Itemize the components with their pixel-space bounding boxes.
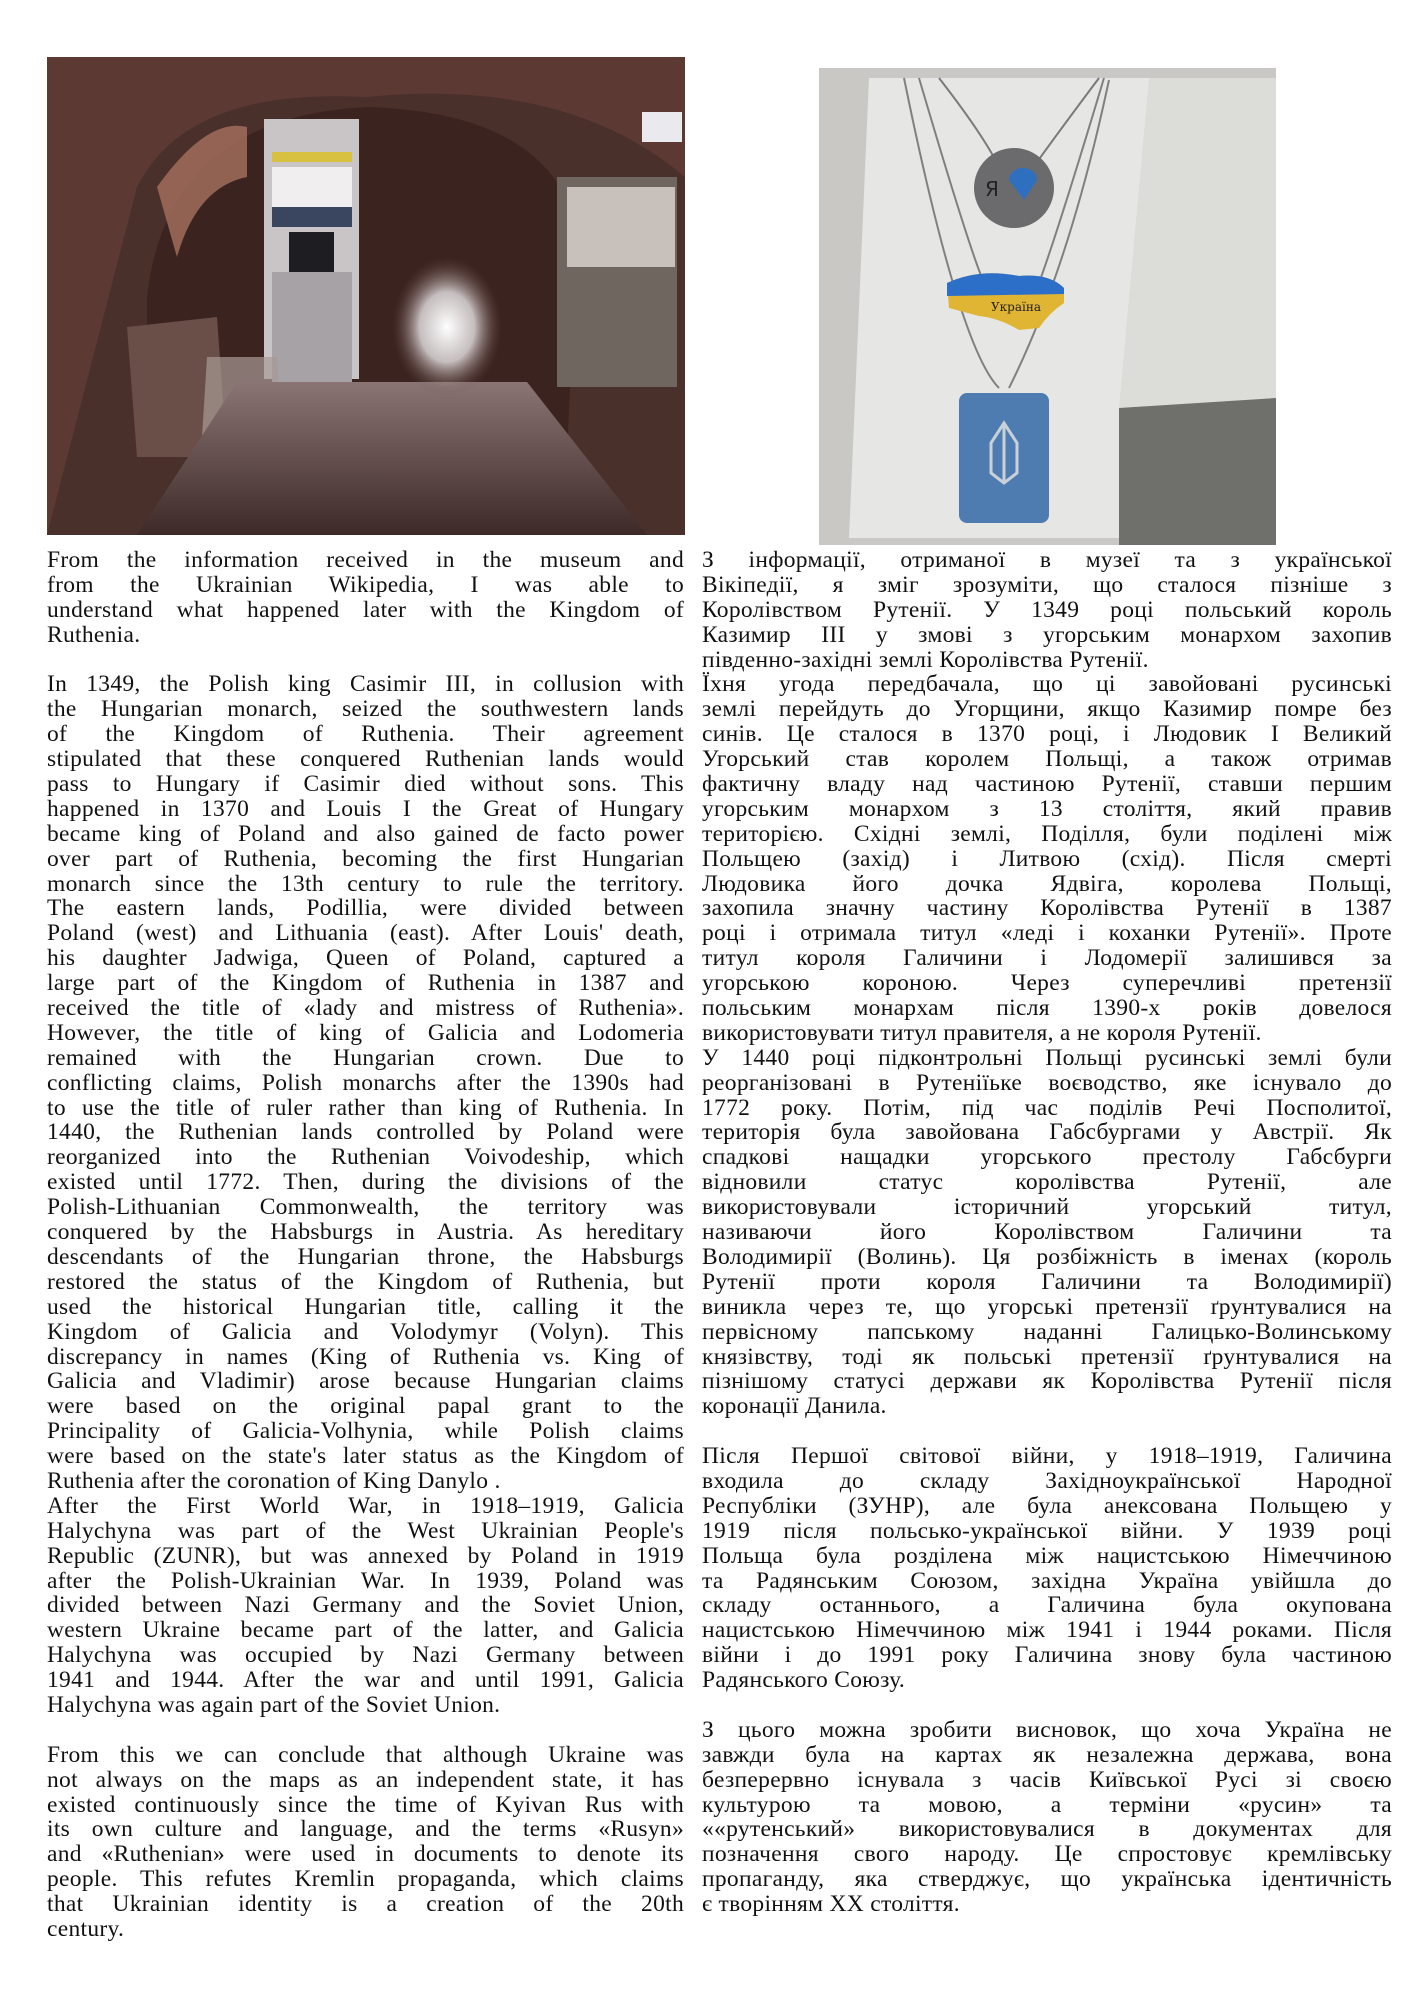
text-line: захопила значну частину Королівства Рутенії в 1387 (702, 895, 1392, 922)
text-line: землі перейдуть до Угорщини, якщо Казимир помре без (702, 696, 1392, 723)
text-line: році і отримала титул «леді і коханки Рутенії». Проте (702, 920, 1392, 947)
text-line: культурою та мовою, а терміни «русин» та (702, 1791, 1392, 1818)
text-line: However, the title of king of Galicia and Lodomeria (47, 1019, 684, 1046)
text-line: входила до складу Західноукраїнської Народної (702, 1467, 1392, 1494)
text-line: Володимирії (Волинь). Ця розбіжність в іменах (король (702, 1243, 1392, 1270)
text-line: війни і до 1991 року Галичина знову була частиною (702, 1642, 1392, 1669)
text-line: пізнішому статусі держави як Королівства Рутенії після (702, 1368, 1392, 1395)
text-line: Вікіпедії, я зміг зрозуміти, що сталося пізніше з (702, 571, 1392, 598)
text-line: remained with the Hungarian crown. Due to (47, 1044, 684, 1071)
text-line: 1941 and 1944. After the war and until 1991, Galicia (47, 1667, 684, 1694)
paragraph (702, 548, 1392, 672)
text-line: та Радянським Союзом, західна Україна увійшла до (702, 1567, 1392, 1594)
text-line: conflicting claims, Polish monarchs after the 1390s had (47, 1069, 684, 1096)
text-line: that Ukrainian identity is a creation of the 20th (47, 1891, 684, 1918)
text-line: became king of Poland and also gained de facto power (47, 820, 684, 847)
paragraph (47, 548, 684, 648)
text-line: Principality of Galicia-Volhynia, while Polish claims (47, 1418, 684, 1445)
text-line: and «Ruthenian» were used in documents to denote its (47, 1841, 684, 1868)
text-line: happened in 1370 and Louis I the Great of Hungary (47, 795, 684, 822)
text-line: позначення свого народу. Це спростовує кремлівську (702, 1841, 1392, 1868)
paragraph (702, 1718, 1392, 1917)
text-line: its own culture and language, and the terms «Rusyn» (47, 1816, 684, 1843)
text-line: understand what happened later with the Kingdom of (47, 596, 684, 623)
text-line: нацистською Німеччиною між 1941 і 1944 роками. Після (702, 1617, 1392, 1644)
text-line: Ruthenia after the coronation of King Danylo . (47, 1467, 501, 1494)
text-line: the Hungarian monarch, seized the southwestern lands (47, 696, 684, 723)
text-line: пропаганду, яка стверджує, що українська ідентичність (702, 1866, 1392, 1893)
text-line: reorganized into the Ruthenian Voivodeship, which (47, 1144, 684, 1171)
text-line: were based on the original papal grant to the (47, 1393, 684, 1420)
text-line: descendants of the Hungarian throne, the Habsburgs (47, 1243, 684, 1270)
paragraph (47, 1494, 684, 1718)
text-line: 1919 після польсько-української війни. У 1939 році (702, 1517, 1392, 1544)
text-line: угорським монархом з 13 століття, який правив (702, 795, 1392, 822)
text-line: from the Ukrainian Wikipedia, I was able to (47, 571, 684, 598)
text-line: In 1349, the Polish king Casimir III, in collusion with (47, 671, 684, 698)
text-line: to use the title of ruler rather than king of Ruthenia. In (47, 1094, 684, 1121)
text-line: спадкові нащадки угорського престолу Габсбурги (702, 1144, 1392, 1171)
text-line: Угорський став королем Польщі, а також отримав (702, 746, 1392, 773)
text-line: є творінням XX століття. (702, 1891, 960, 1918)
text-line: large part of the Kingdom of Ruthenia in 1387 and (47, 970, 684, 997)
text-line: monarch since the 13th century to rule the territory. (47, 870, 684, 897)
text-line: used the historical Hungarian title, calling it the (47, 1293, 684, 1320)
text-line: over part of Ruthenia, becoming the first Hungarian (47, 845, 684, 872)
text-line: not always on the maps as an independent state, it has (47, 1766, 684, 1793)
text-line: people. This refutes Kremlin propaganda, which claims (47, 1866, 684, 1893)
text-line: використовувати титул правителя, а не короля Рутенії. (702, 1019, 1262, 1046)
text-line: відновили статус королівства Рутенії, але (702, 1169, 1392, 1196)
text-line: реорганізовані в Рутеніїьке воєводство, яке існувало до (702, 1069, 1392, 1096)
text-section (702, 1444, 1392, 1693)
text-line: Казимир III у змові з угорським монархом захопив (702, 621, 1392, 648)
text-line: З інформації, отриманої в музеї та з української (702, 547, 1392, 573)
text-line: Republic (ZUNR), but was annexed by Poland in 1919 (47, 1542, 684, 1569)
text-line: Польща була розділена між нацистською Німеччиною (702, 1542, 1392, 1569)
text-section (702, 548, 1392, 1419)
text-line: his daughter Jadwiga, Queen of Poland, captured a (47, 945, 684, 972)
text-line: угорською короною. Через суперечливі претензії (702, 970, 1392, 997)
text-line: conquered by the Habsburgs in Austria. As hereditary (47, 1219, 684, 1246)
text-line: Poland (west) and Lithuania (east). After Louis' death, (47, 920, 684, 947)
text-line: Їхня угода передбачала, що ці завойовані русинські (702, 671, 1392, 698)
text-line: титул короля Галичини і Лодомерії залишився за (702, 945, 1392, 972)
ukrainian-text-column (702, 548, 1392, 1917)
text-line: фактичну владу над частиною Рутенії, ставши першим (702, 771, 1392, 798)
paragraph (702, 672, 1392, 1045)
text-line: Halychyna was again part of the Soviet Union. (47, 1691, 501, 1718)
text-line: У 1440 році підконтрольні Польщі русинські землі були (702, 1044, 1392, 1071)
text-line: Ruthenia. (47, 621, 141, 648)
text-line: виникла через те, що угорські претензії ґрунтувалися на (702, 1293, 1392, 1320)
text-line: синів. Це сталося в 1370 році, і Людовик I Великий (702, 721, 1392, 748)
text-section (702, 1718, 1392, 1917)
english-text-column (47, 548, 684, 1942)
text-line: Halychyna was occupied by Nazi Germany between (47, 1642, 684, 1669)
text-line: складу останнього, а Галичина була окупована (702, 1592, 1392, 1619)
text-line: After the First World War, in 1918–1919, Galicia (47, 1492, 684, 1519)
text-line: територія була завойована Габсбургами у Австрії. Як (702, 1119, 1392, 1146)
text-line: Людовика його дочка Ядвіга, королева Польщі, (702, 870, 1392, 897)
text-line: територією. Східні землі, Поділля, були поділені між (702, 820, 1392, 847)
text-line: завжди була на картах як незалежна держава, вона (702, 1741, 1392, 1768)
text-line: existed until 1772. Then, during the divisions of the (47, 1169, 684, 1196)
text-line: divided between Nazi Germany and the Soviet Union, (47, 1592, 684, 1619)
text-line: Польщею (захід) і Литвою (схід). Після смерті (702, 845, 1392, 872)
text-line: використовували історичний угорський титул, (702, 1194, 1392, 1221)
text-section (47, 548, 684, 648)
text-line: польським монархам після 1390-х років довелося (702, 995, 1392, 1022)
text-line: 1440, the Ruthenian lands controlled by Poland were (47, 1119, 684, 1146)
text-line: ««рутенський» використовувалися в документах для (702, 1816, 1392, 1843)
text-line: Halychyna was part of the West Ukrainian People's (47, 1517, 684, 1544)
text-line: Рутенії проти короля Галичини та Володимирії) (702, 1268, 1392, 1295)
text-line: stipulated that these conquered Ruthenian lands would (47, 746, 684, 773)
text-line: From the information received in the museum and (47, 547, 684, 573)
text-line: restored the status of the Kingdom of Ruthenia, but (47, 1268, 684, 1295)
text-line: Радянського Союзу. (702, 1667, 906, 1694)
text-line: Kingdom of Galicia and Volodymyr (Volyn). This (47, 1318, 684, 1345)
text-section (47, 672, 684, 1717)
text-line: первісному папському наданні Галицько-Волинському (702, 1318, 1392, 1345)
text-line: називаючи його Королівством Галичини та (702, 1219, 1392, 1246)
text-line: western Ukraine became part of the latter, and Galicia (47, 1617, 684, 1644)
text-line: existed continuously since the time of Kyivan Rus with (47, 1791, 684, 1818)
text-line: 1772 року. Потім, під час поділів Речі Посполитої, (702, 1094, 1392, 1121)
text-line: коронації Данила. (702, 1393, 887, 1420)
paragraph (702, 1444, 1392, 1693)
text-line: were based on the state's later status as the Kingdom of (47, 1443, 684, 1470)
text-line: century. (47, 1915, 125, 1942)
svg-text:Я: Я (985, 177, 999, 201)
text-line: discrepancy in names (King of Ruthenia vs. King of (47, 1343, 684, 1370)
ukrainian-pendants-photo (819, 68, 1276, 545)
paragraph (702, 1046, 1392, 1419)
text-line: of the Kingdom of Ruthenia. Their agreement (47, 721, 684, 748)
text-line: The eastern lands, Podillia, were divided between (47, 895, 684, 922)
svg-text:Україна: Україна (991, 300, 1041, 314)
text-line: Galicia and Vladimir) arose because Hungarian claims (47, 1368, 684, 1395)
text-line: безперервно існувала з часів Київської Русі зі своєю (702, 1766, 1392, 1793)
paragraph (47, 672, 684, 1493)
text-line: Королівством Рутенії. У 1349 році польський король (702, 596, 1392, 623)
text-line: Polish-Lithuanian Commonwealth, the territory was (47, 1194, 684, 1221)
text-line: Після Першої світової війни, у 1918–1919, Галичина (702, 1443, 1392, 1470)
text-line: received the title of «lady and mistress of Ruthenia». (47, 995, 684, 1022)
museum-cellar-photo (47, 57, 685, 535)
paragraph (47, 1743, 684, 1942)
text-section (47, 1743, 684, 1942)
text-line: after the Polish-Ukrainian War. In 1939, Poland was (47, 1567, 684, 1594)
text-line: From this we can conclude that although Ukraine was (47, 1741, 684, 1768)
text-line: південно-західні землі Королівства Рутенії. (702, 646, 1149, 673)
text-line: pass to Hungary if Casimir died without sons. This (47, 771, 684, 798)
text-line: З цього можна зробити висновок, що хоча Україна не (702, 1716, 1392, 1743)
text-line: Республіки (ЗУНР), але була анексована Польщею у (702, 1492, 1392, 1519)
text-line: князівству, тоді як польські претензії ґрунтувалися на (702, 1343, 1392, 1370)
